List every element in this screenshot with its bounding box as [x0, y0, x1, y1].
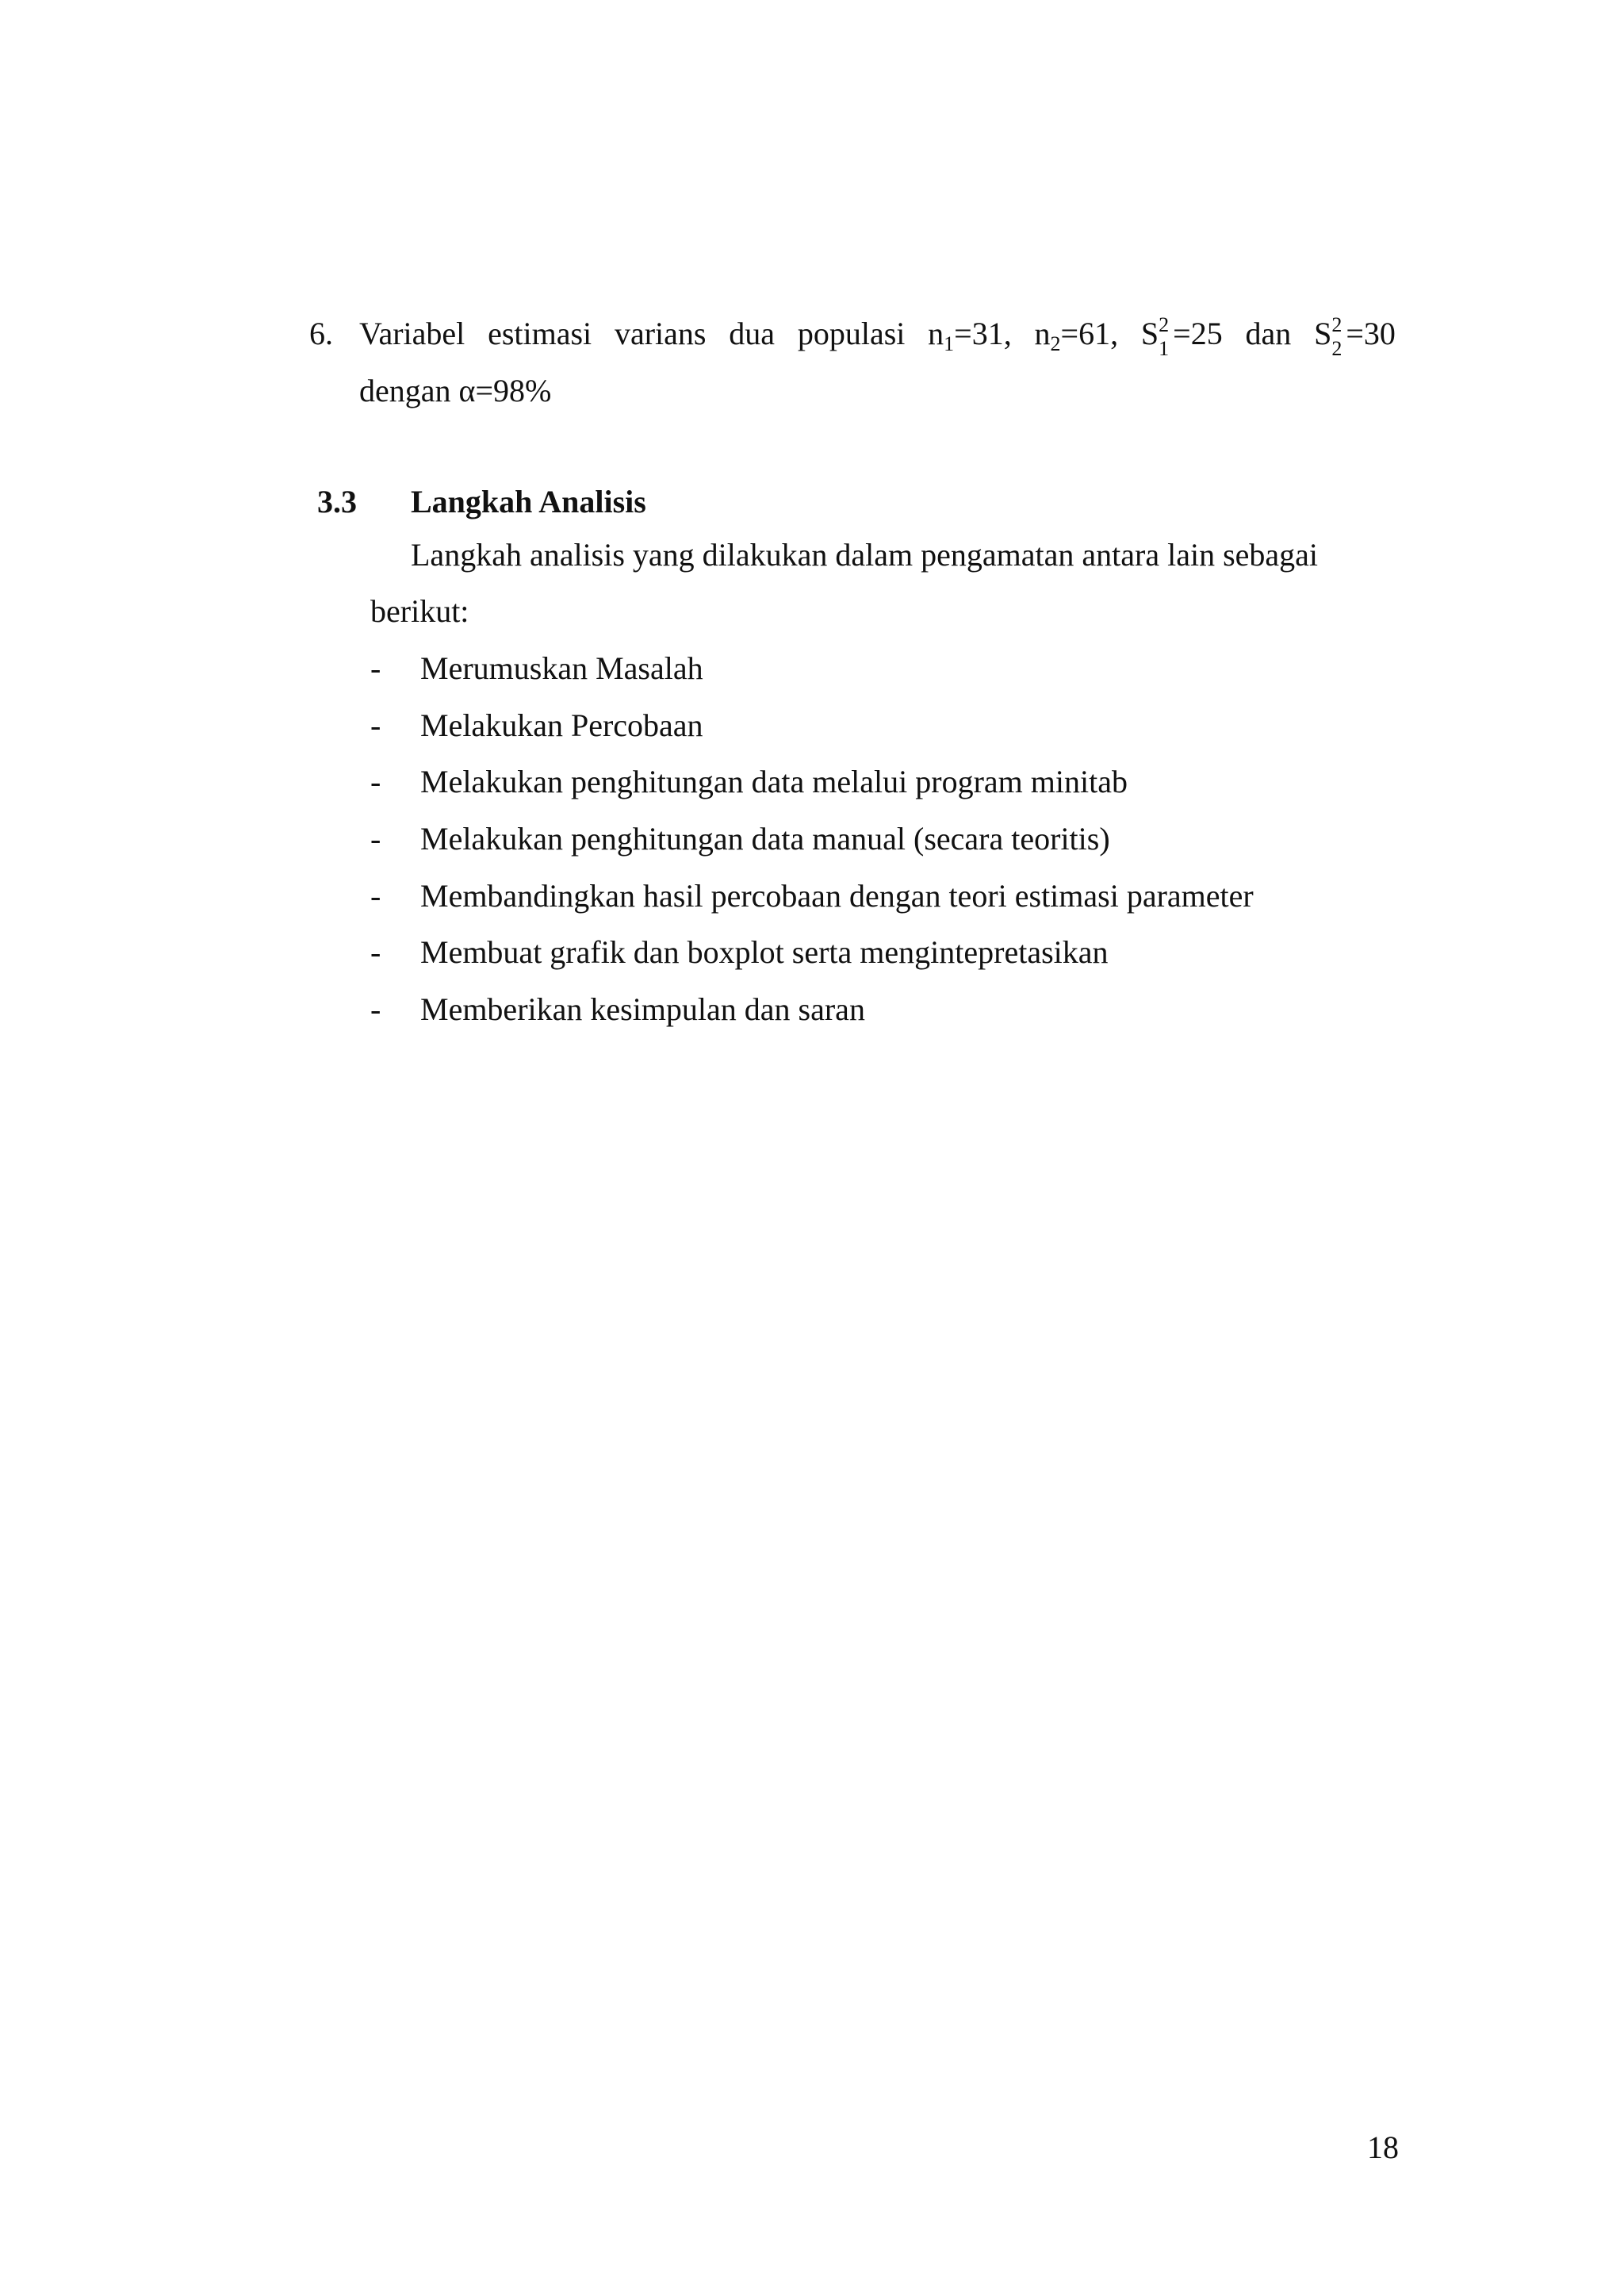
n1-expression: $n_1=31$, — [928, 316, 1012, 355]
bullet-dash: - — [370, 821, 381, 857]
intro-paragraph-line-2: berikut: — [370, 593, 469, 629]
list-item-number: 6. — [309, 316, 333, 351]
bullet-dash: - — [370, 877, 381, 914]
n2-expression: $n_2=61$, — [1034, 316, 1119, 355]
word: dua — [729, 316, 776, 351]
list-item-text: Melakukan Percobaan — [420, 707, 703, 743]
list-item-text: Membandingkan hasil percobaan dengan teori estimasi parameter — [420, 877, 1254, 914]
word: Variabel — [359, 316, 465, 351]
section-title: Langkah Analisis — [411, 484, 646, 519]
list-item-text: Melakukan penghitungan data melalui program minitab — [420, 764, 1128, 800]
bullet-dash: - — [370, 650, 381, 686]
list-item-text: Merumuskan Masalah — [420, 650, 703, 686]
s2-squared-expression: S 2 2 =30 — [1314, 313, 1396, 360]
word: varians — [614, 316, 707, 351]
list-item-text: Melakukan penghitungan data manual (secara teoritis) — [420, 821, 1110, 857]
list-item-text: Memberikan kesimpulan dan saran — [420, 991, 865, 1028]
word: dan — [1245, 316, 1292, 351]
page-number: 18 — [1367, 2129, 1399, 2165]
bullet-dash: - — [370, 764, 381, 800]
list-item-text-line-1 — [359, 305, 1396, 362]
s1-squared-expression: S 2 1 =25 — [1140, 313, 1223, 360]
bullet-dash: - — [370, 707, 381, 743]
bullet-dash: - — [370, 934, 381, 971]
word: populasi — [797, 316, 906, 351]
bullet-dash: - — [370, 991, 381, 1028]
word: estimasi — [488, 316, 592, 351]
list-item-text: Membuat grafik dan boxplot serta mengintepretasikan — [420, 934, 1109, 971]
intro-paragraph-line-1: Langkah analisis yang dilakukan dalam pengamatan antara lain sebagai — [411, 537, 1319, 573]
section-number: 3.3 — [317, 484, 357, 519]
list-item-text-line-2: dengan α=98% — [359, 373, 552, 408]
